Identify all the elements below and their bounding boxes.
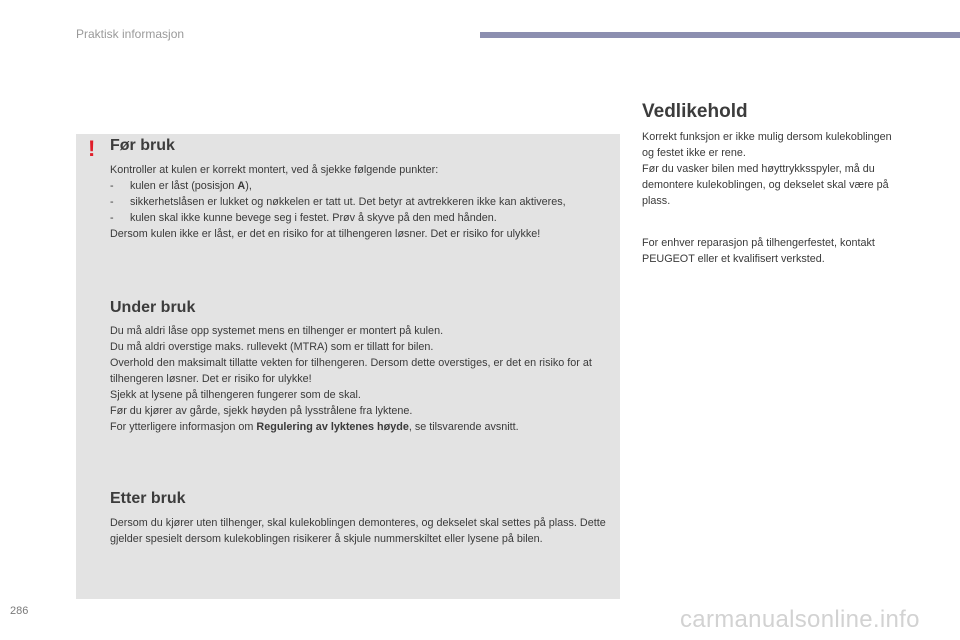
before-use-outro: Dersom kulen ikke er låst, er det en risiko for at tilhengeren løsner. Det er risiko for ulykke!: [110, 228, 541, 240]
list-dash: -: [110, 180, 114, 192]
list-item-text: sikkerhetslåsen er lukket og nøkkelen er tatt ut. Det betyr at avtrekkeren ikke kan aktiveres,: [130, 196, 566, 208]
list-item: [110, 178, 610, 194]
list-dash: -: [110, 212, 114, 224]
warning-icon: !: [88, 136, 96, 161]
before-use-text: [110, 162, 610, 242]
maintenance-paragraph: Korrekt funksjon er ikke mulig dersom kulekoblingen og festet ikke er rene.: [642, 131, 892, 159]
maintenance-text: [642, 129, 904, 209]
cross-reference: Regulering av lyktenes høyde: [256, 421, 409, 433]
after-use-text: [110, 515, 606, 547]
during-use-text: [110, 323, 606, 435]
after-use-paragraph: Dersom du kjører uten tilhenger, skal kulekoblingen demonteres, og dekselet skal settes på plass. Dette gjelder spesielt dersom kulekoblingen risikerer å skjule nummerskiltet eller lysene på bilen.: [110, 517, 606, 545]
during-use-line: [110, 419, 606, 435]
footer-watermark: carmanualsonline.info: [680, 606, 920, 633]
list-item: [110, 194, 610, 210]
list-dash: -: [110, 196, 114, 208]
during-use-line: Før du kjører av gårde, sjekk høyden på lysstrålene fra lyktene.: [110, 405, 413, 417]
during-use-line: Du må aldri låse opp systemet mens en tilhenger er montert på kulen.: [110, 325, 444, 337]
list-item-text: ),: [245, 180, 252, 192]
during-use-title: Under bruk: [110, 299, 196, 316]
list-item-text: kulen skal ikke kunne bevege seg i festet. Prøv å skyve på den med hånden.: [130, 212, 497, 224]
header-bar: [480, 32, 960, 38]
before-use-intro: Kontroller at kulen er korrekt montert, ved å sjekke følgende punkter:: [110, 164, 439, 176]
during-use-line-text: , se tilsvarende avsnitt.: [408, 421, 519, 433]
maintenance-title: Vedlikehold: [642, 101, 748, 122]
after-use-title: Etter bruk: [110, 490, 186, 507]
maintenance-repair-text: [642, 235, 904, 267]
maintenance-paragraph: Før du vasker bilen med høyttrykksspyler, må du demontere kulekoblingen, og dekselet skal være på plass.: [642, 163, 889, 207]
list-item-text: kulen er låst (posisjon: [130, 180, 238, 192]
maintenance-paragraph: For enhver reparasjon på tilhengerfestet, kontakt PEUGEOT eller et kvalifisert verksted.: [642, 237, 875, 265]
during-use-line: Overhold den maksimalt tillatte vekten for tilhengeren. Dersom dette overstiges, er det en risiko for at tilhengeren løsner. Det er risiko for ulykke!: [110, 357, 592, 385]
before-use-title: Før bruk: [110, 137, 175, 154]
during-use-line: Sjekk at lysene på tilhengeren fungerer som de skal.: [110, 389, 361, 401]
position-label: A: [237, 180, 246, 192]
during-use-line: Du må aldri overstige maks. rullevekt (MTRA) som er tillatt for bilen.: [110, 341, 434, 353]
page-number: 286: [10, 605, 29, 617]
list-item: [110, 210, 610, 226]
during-use-line-text: For ytterligere informasjon om: [110, 421, 257, 433]
header-title: Praktisk informasjon: [76, 27, 185, 41]
